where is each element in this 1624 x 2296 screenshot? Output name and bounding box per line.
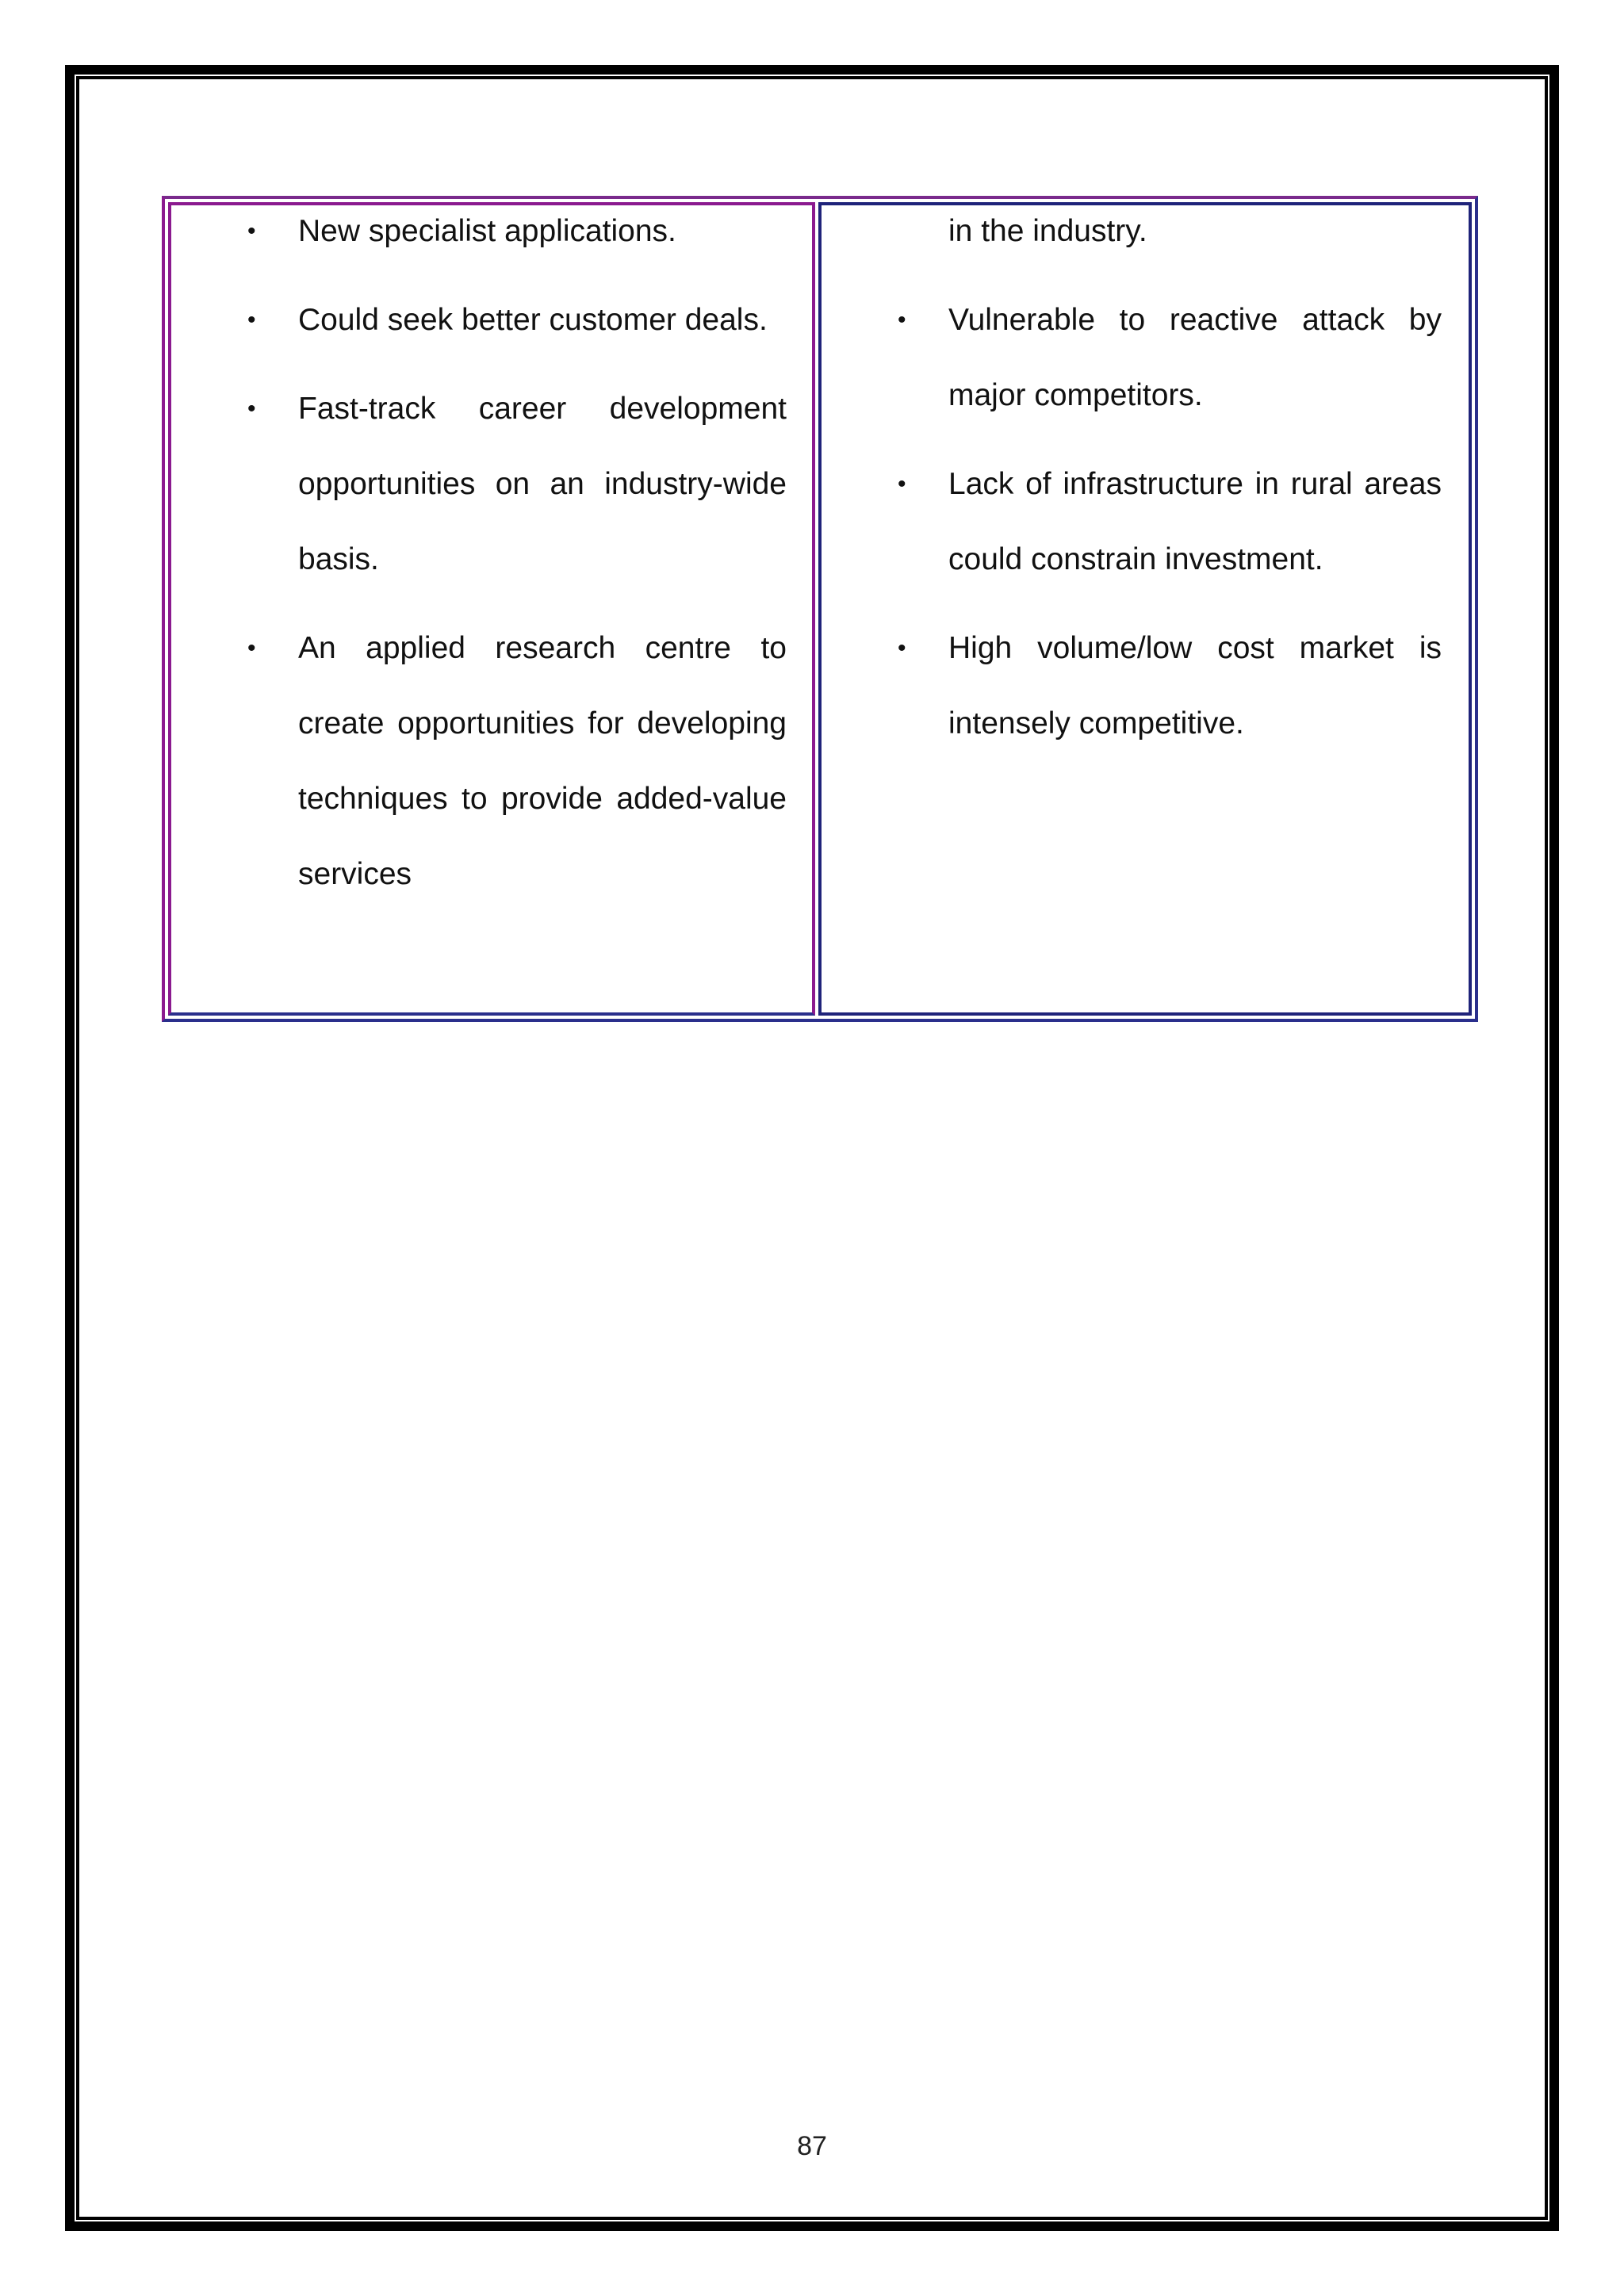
swot-table xyxy=(162,196,1478,1022)
list-item-text: New specialist applications. xyxy=(298,214,676,248)
bullet-icon: • xyxy=(898,635,906,661)
page-number: 87 xyxy=(797,2131,827,2161)
list-item xyxy=(247,193,787,269)
list-item xyxy=(247,371,787,597)
bullet-icon: • xyxy=(898,307,906,333)
list-item xyxy=(247,282,787,358)
list-item xyxy=(898,610,1442,761)
threats-cell xyxy=(818,202,1472,1016)
opportunities-list xyxy=(247,193,787,912)
list-item-text: Vulnerable to reactive attack by major competitors. xyxy=(948,303,1442,412)
bullet-icon: • xyxy=(247,307,256,333)
list-item-text: High volume/low cost market is intensely competitive. xyxy=(948,631,1442,740)
continued-text: in the industry. xyxy=(948,214,1147,248)
list-item xyxy=(898,446,1442,597)
bullet-icon: • xyxy=(247,635,256,661)
list-item-text: An applied research centre to create opportunities for developing techniques to provide added-value services xyxy=(298,631,787,891)
list-item-text: Fast-track career development opportunities on an industry-wide basis. xyxy=(298,392,787,576)
bullet-icon: • xyxy=(247,218,256,244)
list-item xyxy=(898,282,1442,433)
list-item-text: Lack of infrastructure in rural areas could constrain investment. xyxy=(948,467,1442,576)
opportunities-cell xyxy=(168,202,815,1016)
list-item-text: Could seek better customer deals. xyxy=(298,303,768,337)
bullet-icon: • xyxy=(898,471,906,497)
threats-list xyxy=(898,282,1442,761)
list-item xyxy=(247,610,787,912)
bullet-icon: • xyxy=(247,396,256,422)
